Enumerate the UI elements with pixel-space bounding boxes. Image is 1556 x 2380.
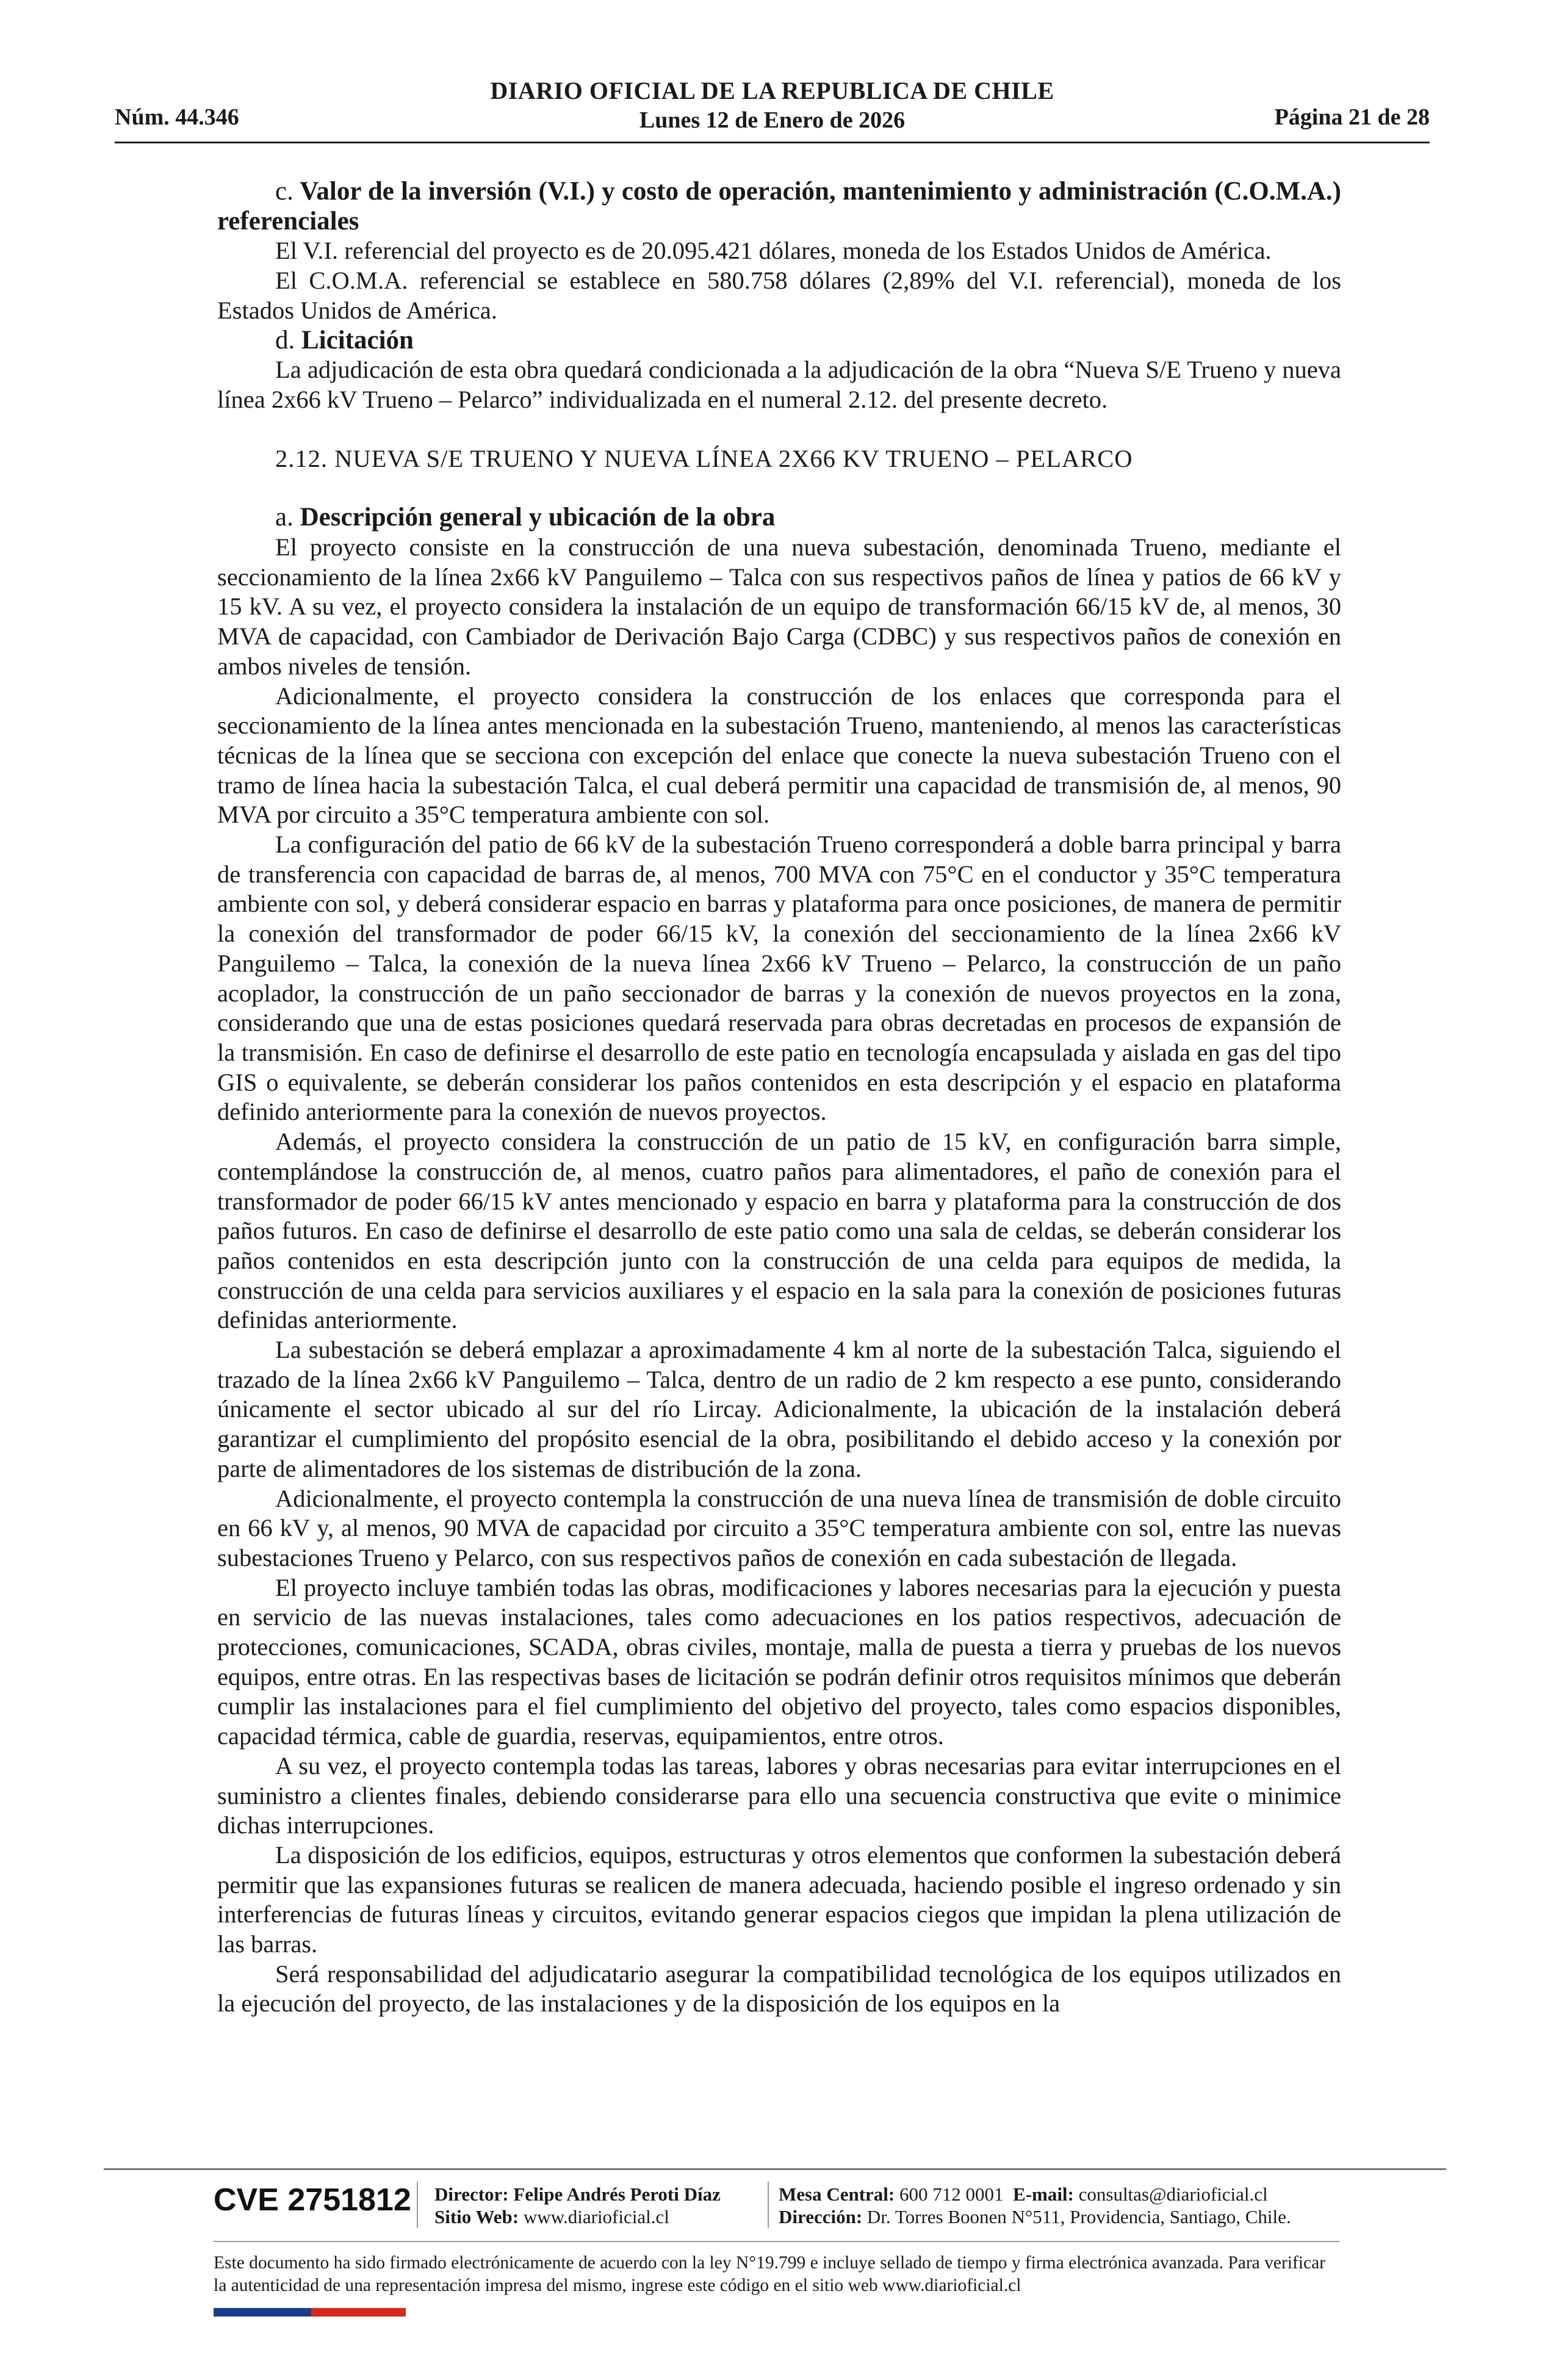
masthead: [115, 76, 1430, 135]
page-number: Página 21 de 28: [1274, 104, 1430, 130]
mesa-value: 600 712 0001: [899, 2183, 1004, 2205]
mesa-label: Mesa Central:: [779, 2183, 895, 2205]
chile-flag-stripe: [214, 2308, 406, 2317]
issue-number: Núm. 44.346: [115, 104, 239, 130]
signature-note: Este documento ha sido firmado electrónicamente de acuerdo con la ley N°19.799 e incluye sellado de tiempo y firma electrónica avanzada. Para verificar la autenticidad de una representación impresa del mismo, ingrese este código en el sitio web www.diarioficial.cl: [214, 2253, 1325, 2295]
heading-a-text: Descripción general y ubicación de la obra: [300, 503, 776, 532]
section-title: 2.12. NUEVA S/E TRUENO Y NUEVA LÍNEA 2X66 KV TRUENO – PELARCO: [275, 444, 1133, 472]
heading-c-text: Valor de la inversión (V.I.) y costo de operación, mantenimiento y administración (C.O.M.A.) referenciales: [217, 177, 1341, 236]
footer-contact-block: [779, 2183, 1291, 2228]
paragraph-a-9: La disposición de los edificios, equipos, estructuras y otros elementos que conformen la subestación deberá permitir que las expansiones futuras se realicen de manera adecuada, haciendo posible el ingreso ordenado y sin interferencias de futuras líneas y circuitos, evitando generar espacios ciegos que impidan la plena utilización de las barras.: [217, 1841, 1341, 1958]
director-name: Felipe Andrés Peroti Díaz: [513, 2183, 721, 2205]
email-label: E-mail:: [1013, 2183, 1074, 2205]
paragraph-c-1: El V.I. referencial del proyecto es de 20.095.421 dólares, moneda de los Estados Unidos de América.: [275, 237, 1272, 265]
email-link[interactable]: consultas@diarioficial.cl: [1078, 2183, 1268, 2205]
footer-separator: [768, 2182, 769, 2228]
flag-red-stripe: [311, 2308, 406, 2317]
paragraph-a-3: La configuración del patio de 66 kV de la subestación Trueno corresponderá a doble barra principal y barra de transferencia con capacidad de barras de, al menos, 700 MVA con 75°C en el conductor y 35°C temperatura ambiente con sol, y deberá considerar espacio en barras y plataforma para once posiciones, de manera de permitir la conexión del transformador de poder 66/15 kV, la conexión del seccionamiento de la línea 2x66 kV Panguilemo – Talca, la conexión de la nueva línea 2x66 kV Trueno – Pelarco, la construcción de un paño acoplador, la construcción de un paño seccionador de barras y la conexión de nuevos proyectos en la zona, considerando que una de estas posiciones quedará reservada para obras decretadas en procesos de expansión de la transmisión. En caso de definirse el desarrollo de este patio en tecnología encapsulada y aislada en gas del tipo GIS o equivalente, se deberán considerar los paños contenidos en esta descripción y el espacio en plataforma definido anteriormente para la conexión de nuevos proyectos.: [217, 831, 1341, 1126]
heading-c-letter: c.: [275, 177, 294, 206]
paragraph-a-8: A su vez, el proyecto contempla todas las tareas, labores y obras necesarias para evitar interrupciones en el suministro a clientes finales, debiendo considerarse para ello una secuencia constructiva que evite o minimice dichas interrupciones.: [217, 1751, 1341, 1839]
director-line: [434, 2183, 721, 2205]
publication-title: DIARIO OFICIAL DE LA REPUBLICA DE CHILE: [490, 77, 1054, 104]
heading-c: [217, 177, 1341, 236]
paragraph-a-7: El proyecto incluye también todas las obras, modificaciones y labores necesarias para la ejecución y puesta en servicio de las nuevas instalaciones, tales como adecuaciones en los patios respectivos, adecuación de protecciones, comunicaciones, SCADA, obras civiles, montaje, malla de puesta a tierra y pruebas de los nuevos equipos, entre otras. En las respectivas bases de licitación se podrán definir otros requisitos mínimos que deberán cumplir las instalaciones para el fiel cumplimiento del objetivo del proyecto, tales como espacios disponibles, capacidad térmica, cable de guardia, reservas, equipamientos, entre otros.: [217, 1573, 1341, 1750]
footer-separator: [417, 2182, 418, 2228]
footer-director-block: [434, 2183, 721, 2228]
page-header: [115, 73, 1430, 143]
website-link[interactable]: www.diarioficial.cl: [523, 2206, 669, 2227]
heading-a: [217, 503, 1341, 533]
contact-line: [779, 2183, 1291, 2205]
heading-d-letter: d.: [275, 325, 295, 355]
address-label: Dirección:: [779, 2206, 863, 2227]
paragraph-a-2: Adicionalmente, el proyecto considera la construcción de los enlaces que corresponda para el seccionamiento de la línea antes mencionada en la subestación Trueno, manteniendo, al menos las características técnicas de la línea que se secciona con excepción del enlace que conecte la nueva subestación Trueno con el tramo de línea hacia la subestación Talca, el cual deberá permitir una capacidad de transmisión de, al menos, 90 MVA por circuito a 35°C temperatura ambiente con sol.: [217, 682, 1341, 829]
document-body: [217, 177, 1341, 2019]
paragraph-a-6: Adicionalmente, el proyecto contempla la construcción de una nueva línea de transmisión de doble circuito en 66 kV y, al menos, 90 MVA de capacidad por circuito a 35°C temperatura ambiente con sol, entre las nuevas subestaciones Trueno y Pelarco, con sus respectivos paños de conexión en cada subestación de llegada.: [217, 1484, 1341, 1571]
cve-code: CVE 2751812: [214, 2182, 411, 2218]
footer-divider: [104, 2168, 1446, 2170]
paragraph-c-2: El C.O.M.A. referencial se establece en 580.758 dólares (2,89% del V.I. referencial), moneda de los Estados Unidos de América.: [217, 267, 1341, 324]
paragraph-a-10: Será responsabilidad del adjudicatario asegurar la compatibilidad tecnológica de los equipos utilizados en la ejecución del proyecto, de las instalaciones y de la disposición de los equipos en la: [217, 1960, 1341, 2018]
heading-d: [217, 326, 1341, 356]
director-label: Director:: [434, 2183, 509, 2205]
paragraph-a-1: El proyecto consiste en la construcción de una nueva subestación, denominada Trueno, mediante el seccionamiento de la línea 2x66 kV Panguilemo – Talca con sus respectivos paños de línea y patios de 66 kV y 15 kV. A su vez, el proyecto considera la instalación de un equipo de transformación 66/15 kV de, al menos, 30 MVA de capacidad, con Cambiador de Derivación Bajo Carga (CDBC) y sus respectivos paños de conexión en ambos niveles de tensión.: [217, 533, 1341, 680]
heading-d-text: Licitación: [301, 325, 414, 355]
address-line: [779, 2205, 1291, 2228]
footer-divider-2: [214, 2241, 1339, 2242]
publication-date: Lunes 12 de Enero de 2026: [639, 107, 906, 133]
flag-blue-stripe: [214, 2308, 311, 2317]
address-value: Dr. Torres Boonen N°511, Providencia, Santiago, Chile.: [866, 2206, 1291, 2227]
website-label: Sitio Web:: [434, 2206, 519, 2227]
paragraph-a-4: Además, el proyecto considera la construcción de un patio de 15 kV, en configuración barra simple, contemplándose la construcción de, al menos, cuatro paños para alimentadores, el paño de conexión para el transformador de poder 66/15 kV antes mencionado y espacio en barra y plataforma para la construcción de dos paños futuros. En caso de definirse el desarrollo de este patio como una sala de celdas, se deberán considerar los paños contenidos en esta descripción junto con la construcción de una celda para equipos de medida, la construcción de una celda para servicios auxiliares y el espacio en la sala para la conexión de posiciones futuras definidas anteriormente.: [217, 1128, 1341, 1334]
heading-a-letter: a.: [275, 503, 294, 532]
paragraph-a-5: La subestación se deberá emplazar a aproximadamente 4 km al norte de la subestación Talca, siguiendo el trazado de la línea 2x66 kV Panguilemo – Talca, dentro de un radio de 2 km respecto a ese punto, considerando únicamente el sector ubicado al sur del río Lircay. Adicionalmente, la ubicación de la instalación deberá garantizar el cumplimiento del propósito esencial de la obra, posibilitando el debido acceso y la conexión por parte de alimentadores de los sistemas de distribución de la zona.: [217, 1336, 1341, 1482]
paragraph-d-1: La adjudicación de esta obra quedará condicionada a la adjudicación de la obra “Nueva S/E Trueno y nueva línea 2x66 kV Trueno – Pelarco” individualizada en el numeral 2.12. del presente decreto.: [217, 356, 1341, 413]
website-line: [434, 2205, 721, 2228]
